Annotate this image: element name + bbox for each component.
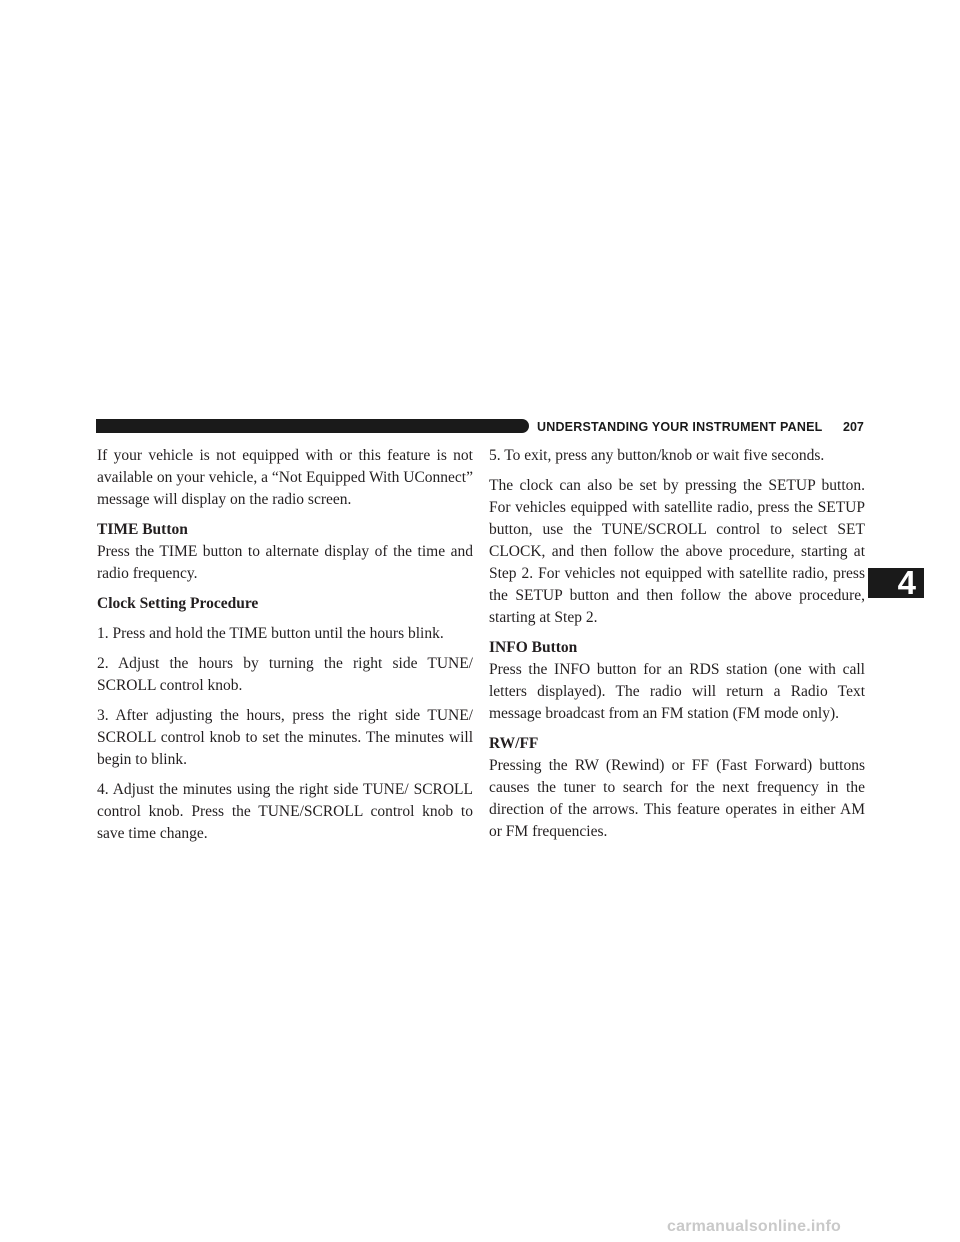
clock-step-3: 3. After adjusting the hours, press the right side TUNE/ SCROLL control knob to set the minutes. The minutes will begin to blink. [97, 707, 473, 768]
time-button-heading: TIME Button [97, 521, 188, 538]
chapter-tab [868, 564, 924, 601]
rw-ff-paragraph: Pressing the RW (Rewind) or FF (Fast Forward) buttons causes the tuner to search for the next frequency in the direction of the arrows. This feature operates in either AM or FM frequencies. [489, 757, 865, 840]
chapter-number: 4 [897, 564, 916, 601]
clock-setting-heading: Clock Setting Procedure [97, 595, 259, 612]
info-button-heading: INFO Button [489, 639, 578, 656]
right-column [489, 445, 865, 843]
rw-ff-heading: RW/FF [489, 735, 539, 752]
clock-step-5: 5. To exit, press any button/knob or wait five seconds. [489, 447, 825, 464]
clock-step-2: 2. Adjust the hours by turning the right side TUNE/ SCROLL control knob. [97, 655, 473, 694]
time-button-paragraph: Press the TIME button to alternate display of the time and radio frequency. [97, 543, 473, 582]
header-rule-bar [96, 419, 529, 433]
clock-step-1: 1. Press and hold the TIME button until the hours blink. [97, 625, 444, 642]
section-title: UNDERSTANDING YOUR INSTRUMENT PANEL [537, 420, 823, 434]
info-button-paragraph: Press the INFO button for an RDS station (one with call letters displayed). The radio will return a Radio Text message broadcast from an FM station (FM mode only). [489, 661, 865, 722]
setup-paragraph: The clock can also be set by pressing the SETUP button. For vehicles equipped with satellite radio, press the SETUP button, use the TUNE/SCROLL control to select SET CLOCK, and then follow the above procedure, starting at Step 2. For vehicles not equipped with satellite radio, press the SETUP button and then follow the above procedure, starting at Step 2. [489, 477, 865, 626]
clock-step-4: 4. Adjust the minutes using the right side TUNE/ SCROLL control knob. Press the TUNE/SCROLL control knob to save time change. [97, 781, 473, 842]
watermark: carmanualsonline.info [667, 1218, 842, 1235]
intro-paragraph: If your vehicle is not equipped with or this feature is not available on your vehicle, a “Not Equipped With UConnect” message will display on the radio screen. [97, 447, 473, 508]
page-number: 207 [843, 420, 864, 434]
left-column [97, 445, 473, 845]
